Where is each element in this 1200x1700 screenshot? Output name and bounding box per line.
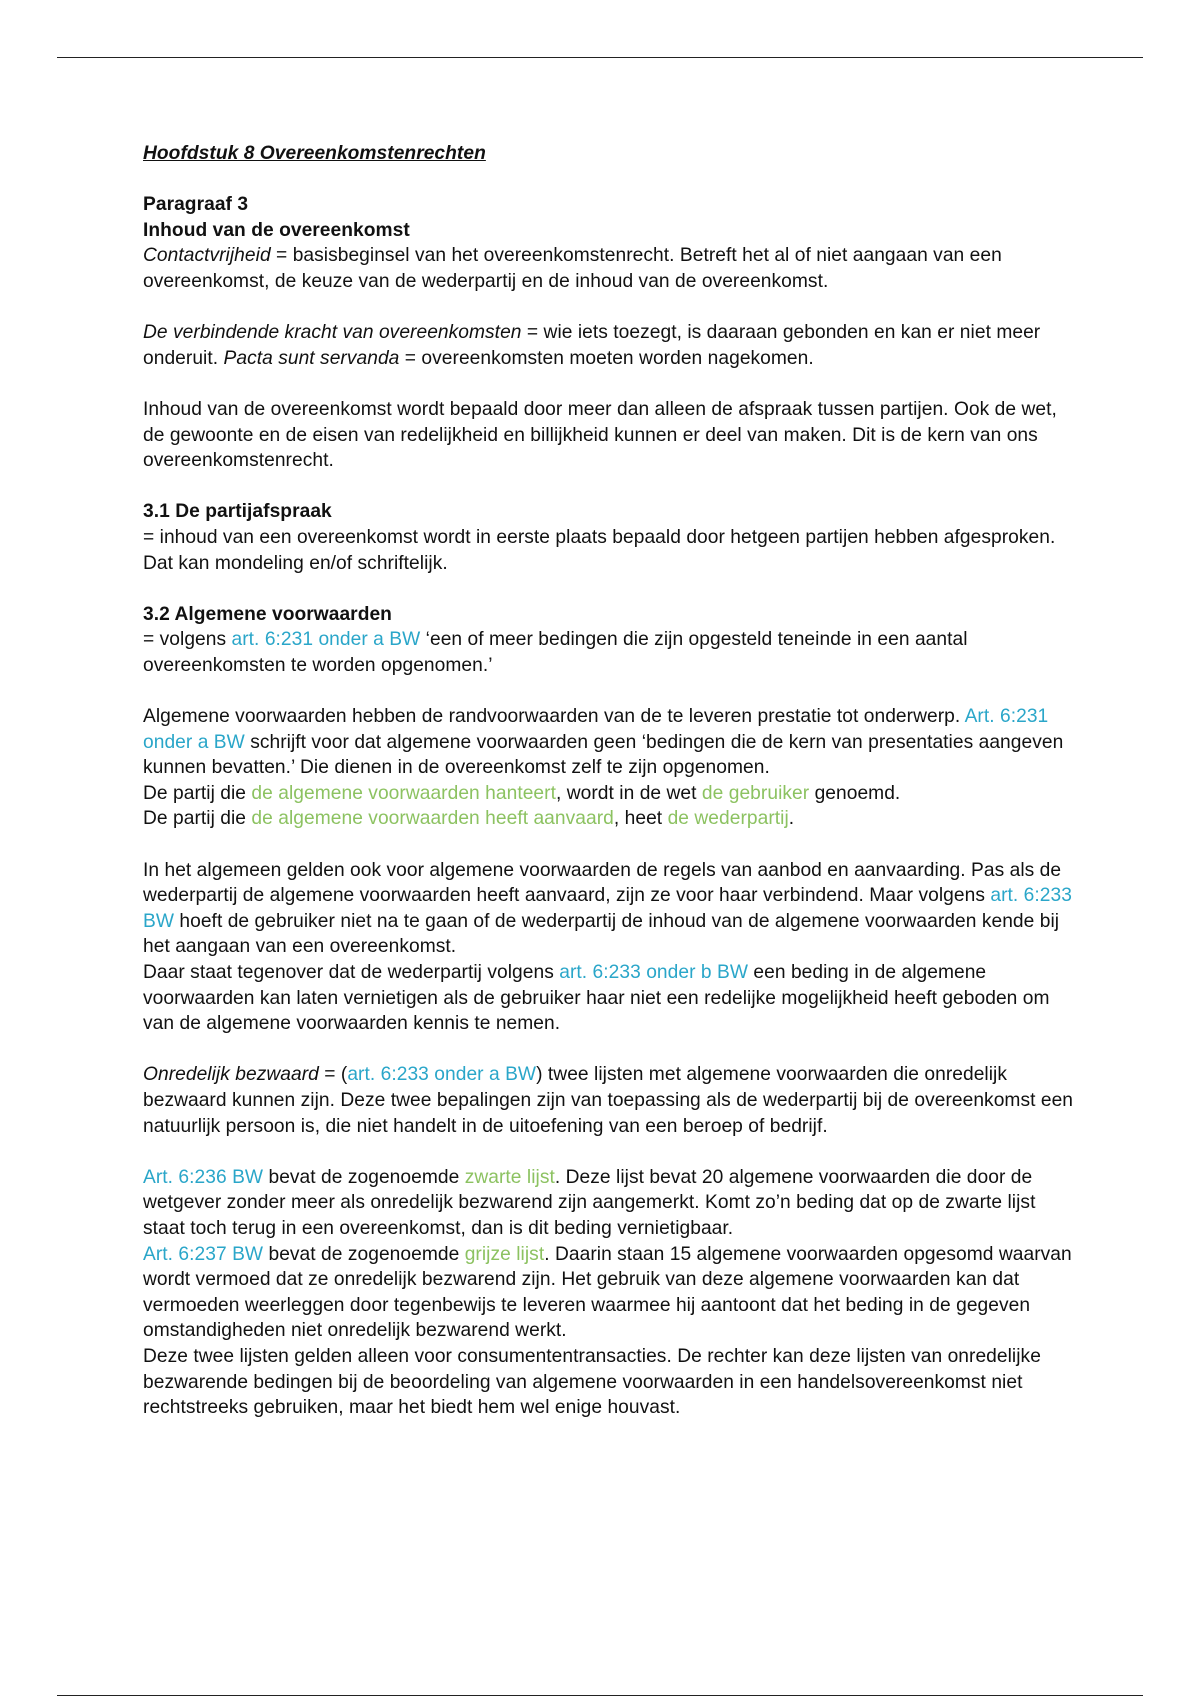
- section-3-2-paragraph-3: De partij die de algemene voorwaarden heeft aanvaard, heet de wederpartij.: [143, 808, 795, 830]
- highlight-term: de algemene voorwaarden hanteert: [251, 782, 556, 804]
- section-3-2-paragraph-8: Art. 6:237 BW bevat de zogenoemde grijze lijst. Daarin staan 15 algemene voorwaarden opgesomd waarvan wordt vermoed dat ze onredelijk bezwarend zijn. Het gebruik van deze algemene voorwaarden kan dat vermoeden weerleggen door tegenbewijs te leveren waarmee hij aantoont dat het beding in de gegeven omstandigheden niet onredelijk bezwarend werkt.: [143, 1243, 1072, 1342]
- law-reference: Art. 6:237 BW: [143, 1243, 264, 1265]
- header-rule: [57, 57, 1143, 58]
- intro-paragraph-3: Inhoud van de overeenkomst wordt bepaald door meer dan alleen de afspraak tussen partijen. Ook de wet, de gewoonte en de eisen van redelijkheid en billijkheid kunnen er deel van maken. Dit is de kern van ons overeenkomstenrecht.: [143, 398, 1057, 472]
- term-contactvrijheid: Contactvrijheid: [143, 245, 271, 267]
- section-3-2-definition: = volgens art. 6:231 onder a BW ‘een of meer bedingen die zijn opgesteld teneinde in een aantal overeenkomsten te worden opgenomen.’: [143, 629, 968, 676]
- law-reference: Art. 6:231 onder a BW: [143, 706, 1049, 753]
- highlight-term: zwarte lijst: [464, 1166, 555, 1188]
- chapter-title: Hoofdstuk 8 Overeenkomstenrechten: [143, 143, 486, 164]
- highlight-term: de wederpartij: [667, 808, 789, 830]
- intro-paragraph-2: De verbindende kracht van overeenkomsten = wie iets toezegt, is daaraan gebonden en kan er niet meer onderuit. Pacta sunt servanda = overeenkomsten moeten worden nagekomen.: [143, 322, 1041, 369]
- section-3-2-paragraph-6: Onredelijk bezwaard = (art. 6:233 onder a BW) twee lijsten met algemene voorwaarden die onredelijk bezwaard kunnen zijn. Deze twee bepalingen zijn van toepassing als de wederpartij bij de overeenkomst een natuurlijk persoon is, die niet handelt in de uitoefening van een beroep of bedrijf.: [143, 1064, 1074, 1137]
- term-onredelijk-bezwaard: Onredelijk bezwaard: [143, 1064, 319, 1086]
- section-3-2-paragraph-7: Art. 6:236 BW bevat de zogenoemde zwarte lijst. Deze lijst bevat 20 algemene voorwaarden die door de wetgever zonder meer als onredelijk bezwarend zijn aangemerkt. Komt zo’n beding dat op de zwarte lijst staat toch terug in een overeenkomst, dan is dit beding vernietigbaar.: [143, 1166, 1036, 1239]
- term-verbindende-kracht: De verbindende kracht van overeenkomsten: [143, 322, 522, 344]
- paragraph-number: Paragraaf 3: [143, 194, 249, 216]
- section-heading-3-2: 3.2 Algemene voorwaarden: [143, 603, 392, 625]
- footer-rule: [57, 1695, 1143, 1696]
- section-3-2-paragraph-5: Daar staat tegenover dat de wederpartij volgens art. 6:233 onder b BW een beding in de algemene voorwaarden kan laten vernietigen als de gebruiker haar niet een redelijke mogelijkheid heeft geboden om van de algemene voorwaarden kennis te nemen.: [143, 962, 1050, 1035]
- law-reference: Art. 6:236 BW: [143, 1166, 264, 1188]
- paragraph-title: Inhoud van de overeenkomst: [143, 219, 410, 241]
- law-reference: art. 6:231 onder a BW: [231, 629, 421, 651]
- law-reference: art. 6:233 BW: [143, 885, 1072, 932]
- section-3-2-paragraph-1: Algemene voorwaarden hebben de randvoorwaarden van de te leveren prestatie tot onderwerp. Art. 6:231 onder a BW schrijft voor dat algemene voorwaarden geen ‘bedingen die de kern van presentaties aangeven kunnen bevatten.’ Die dienen in de overeenkomst zelf te zijn opgenomen.: [143, 706, 1064, 779]
- highlight-term: grijze lijst: [464, 1243, 545, 1265]
- law-reference: art. 6:233 onder a BW: [347, 1064, 537, 1086]
- law-reference: art. 6:233 onder b BW: [559, 962, 749, 983]
- document-body: [143, 141, 1073, 1421]
- section-3-2-paragraph-4: In het algemeen gelden ook voor algemene voorwaarden de regels van aanbod en aanvaarding. Pas als de wederpartij de algemene voorwaarden heeft aanvaard, zijn ze voor haar verbindend. Maar volgens art. 6:233 BW hoeft de gebruiker niet na te gaan of de wederpartij de inhoud van de algemene voorwaarden kende bij het aangaan van een overeenkomst.: [143, 859, 1072, 958]
- section-3-1-text: = inhoud van een overeenkomst wordt in eerste plaats bepaald door hetgeen partijen hebben afgesproken. Dat kan mondeling en/of schriftelijk.: [143, 526, 1056, 574]
- term-pacta-sunt-servanda: Pacta sunt servanda: [223, 347, 400, 369]
- highlight-term: de gebruiker: [701, 782, 810, 804]
- section-3-2-paragraph-2: De partij die de algemene voorwaarden hanteert, wordt in de wet de gebruiker genoemd.: [143, 782, 901, 804]
- section-3-2-paragraph-9: Deze twee lijsten gelden alleen voor consumententransacties. De rechter kan deze lijsten van onredelijke bezwarende bedingen bij de beoordeling van algemene voorwaarden in een handelsovereenkomst niet rechtstreeks gebruiken, maar het biedt hem wel enige houvast.: [143, 1345, 1041, 1419]
- section-heading-3-1: 3.1 De partijafspraak: [143, 501, 332, 523]
- highlight-term: de algemene voorwaarden heeft aanvaard: [251, 808, 614, 830]
- intro-paragraph-1: Contactvrijheid = basisbeginsel van het overeenkomstenrecht. Betreft het al of niet aangaan van een overeenkomst, de keuze van de wederpartij en de inhoud van de overeenkomst.: [143, 245, 1002, 292]
